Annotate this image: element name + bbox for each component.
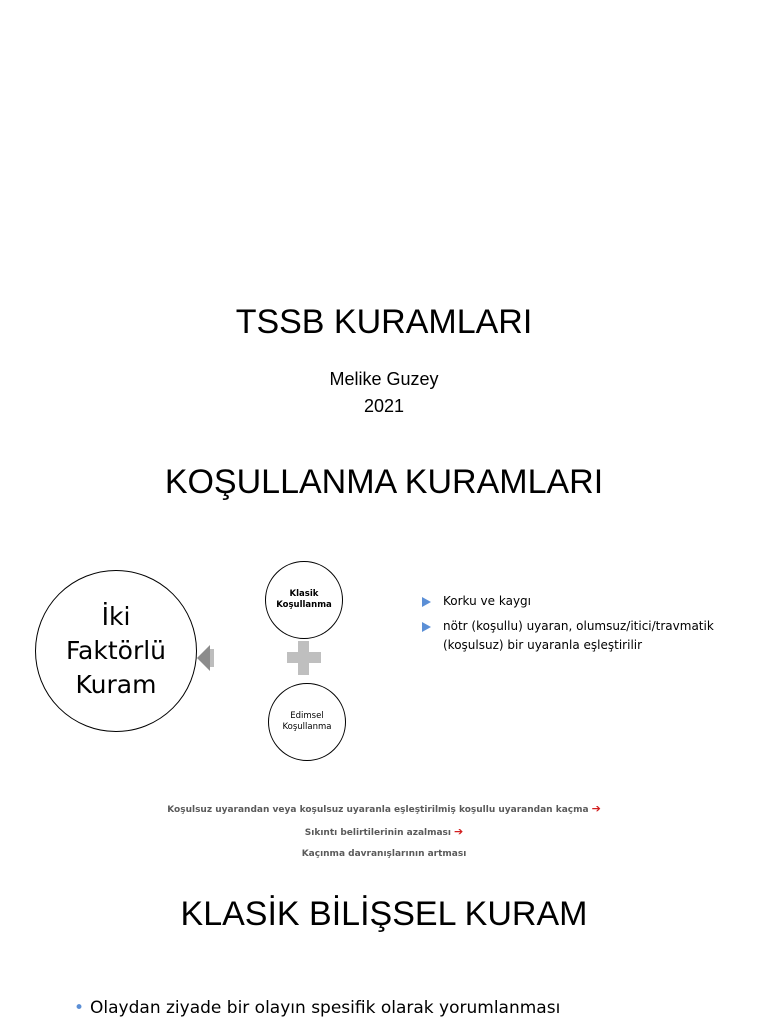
list-item [422, 617, 742, 655]
left-arrow-icon [197, 645, 210, 671]
main-circle-line: Faktörlü [65, 636, 167, 665]
triangle-bullet-icon [422, 597, 431, 607]
process-step [0, 802, 768, 815]
process-step [0, 849, 768, 859]
step-text: Sıkıntı belirtilerinin azalması [304, 828, 451, 838]
step-text: Kaçınma davranışlarının artması [301, 849, 467, 859]
bullet-text: Korku ve kaygı [443, 594, 531, 608]
classical-conditioning-circle [265, 561, 343, 639]
author-name: Melike Guzey [329, 369, 439, 389]
triangle-bullet-icon [422, 622, 431, 632]
section-title-conditioning: KOŞULLANMA KURAMLARI [164, 463, 604, 501]
circle-label: Koşullanma [282, 722, 332, 732]
operant-conditioning-circle [268, 683, 346, 761]
list-item [74, 998, 560, 1018]
bullet-list [422, 592, 742, 661]
main-circle-line: İki [101, 602, 131, 631]
bullet-dot-icon: • [74, 998, 85, 1018]
circle-label: Edimsel [290, 711, 324, 721]
plus-icon-vertical [298, 641, 309, 675]
circle-label: Koşullanma [276, 600, 332, 610]
process-step [0, 825, 768, 838]
two-factor-theory-circle [35, 570, 197, 732]
step-text: Koşulsuz uyarandan veya koşulsuz uyaranla eşleştirilmiş koşullu uyarandan kaçma [167, 805, 589, 815]
section-title-cognitive: KLASİK BİLİŞSEL KURAM [180, 895, 588, 933]
slide-title: TSSB KURAMLARI [235, 303, 533, 341]
bullet-text: Olaydan ziyade bir olayın spesifik olarak yorumlanması [90, 998, 561, 1018]
right-arrow-icon: ➔ [454, 825, 464, 838]
main-circle-line: Kuram [75, 670, 157, 699]
circle-label: Klasik [289, 589, 319, 599]
year-label: 2021 [363, 396, 405, 416]
list-item [422, 592, 742, 611]
bullet-text: nötr (koşullu) uyaran, olumsuz/itici/travmatik (koşulsuz) bir uyaranla eşleştirilir [443, 619, 714, 652]
right-arrow-icon: ➔ [591, 802, 601, 815]
